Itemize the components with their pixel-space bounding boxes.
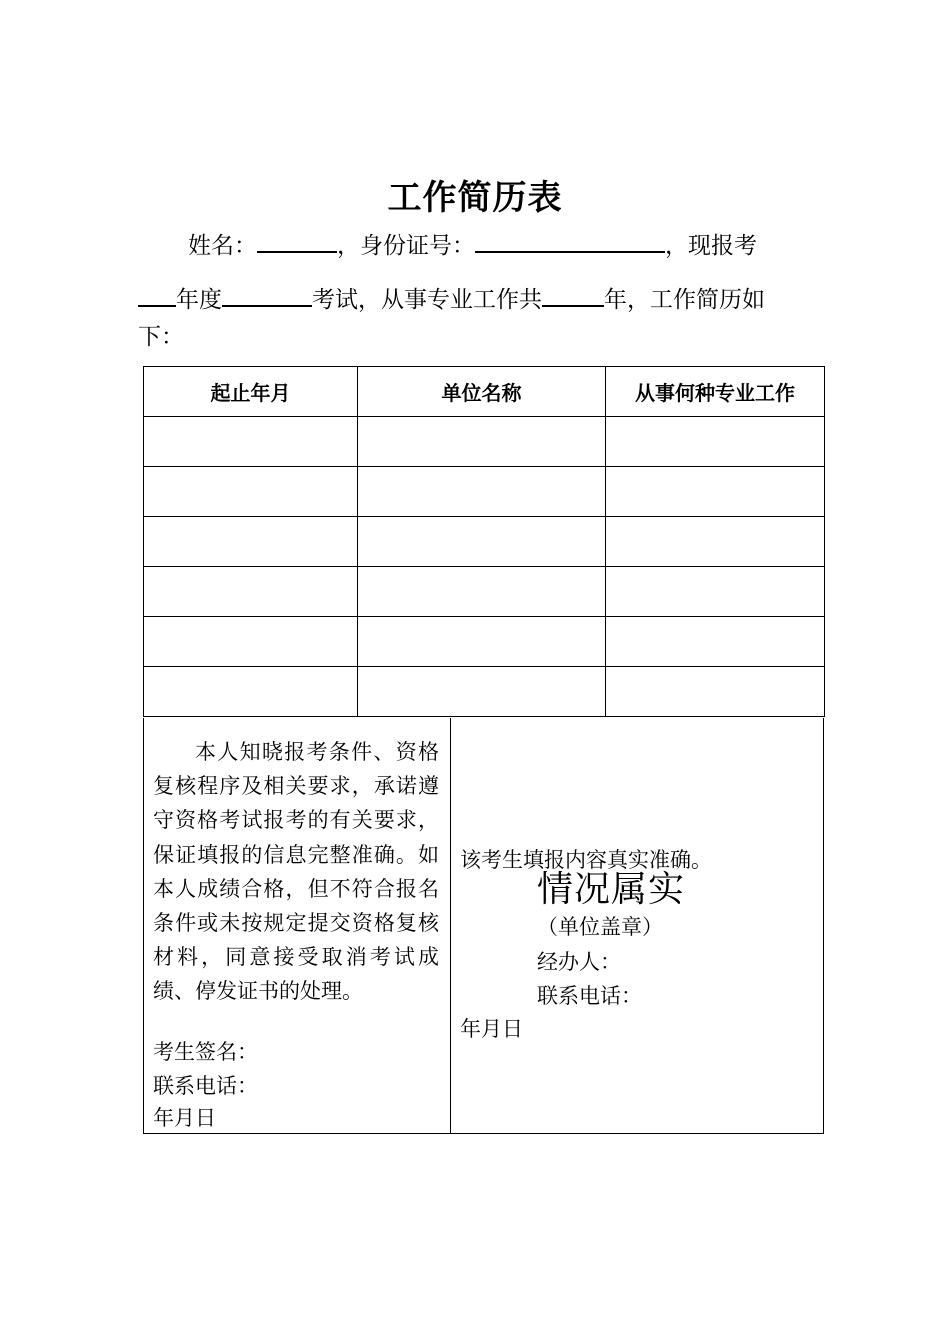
declaration-section (143, 718, 824, 1134)
employer-cell[interactable] (358, 567, 606, 617)
employer-cell[interactable] (358, 667, 606, 717)
section-divider (450, 718, 451, 1133)
employer-phone-label: 联系电话： (537, 984, 642, 1008)
table-row (144, 417, 825, 467)
employer-cell[interactable] (358, 467, 606, 517)
table-row (144, 617, 825, 667)
id-label: ，身份证号： (337, 233, 475, 259)
work-years-field[interactable] (542, 281, 604, 307)
id-number-field[interactable] (475, 227, 665, 253)
apply-label: ，现报考 (665, 233, 757, 259)
exam-label: 考试，从事专业工作共 (312, 287, 542, 313)
table-header-row (144, 367, 825, 417)
period-cell[interactable] (144, 617, 358, 667)
period-cell[interactable] (144, 667, 358, 717)
name-field[interactable] (257, 227, 337, 253)
seal-label: （单位盖章） (537, 915, 663, 939)
candidate-date-label: 年月日 (153, 1106, 216, 1130)
specialty-cell[interactable] (606, 417, 825, 467)
candidate-pledge: 本人知晓报考条件、资格复核程序及相关要求，承诺遵守资格考试报考的有关要求，保证填报的信息完整准确。如本人成绩合格，但不符合报名条件或未按规定提交资格复核材料，同意接受取消考试成绩、停发证书的处理。 (153, 740, 439, 1004)
verified-stamp-text: 情况属实 (537, 869, 686, 910)
form-title: 工作简历表 (387, 178, 563, 218)
specialty-cell[interactable] (606, 467, 825, 517)
header-period: 起止年月 (144, 367, 358, 417)
intro-line-2 (138, 281, 765, 316)
handler-label: 经办人： (537, 950, 621, 974)
period-cell[interactable] (144, 417, 358, 467)
table-row (144, 517, 825, 567)
candidate-phone-label: 联系电话： (153, 1074, 258, 1098)
period-cell[interactable] (144, 467, 358, 517)
employer-cell[interactable] (358, 517, 606, 567)
candidate-signature-label: 考生签名： (153, 1040, 258, 1064)
specialty-cell[interactable] (606, 517, 825, 567)
table-row (144, 667, 825, 717)
header-specialty: 从事何种专业工作 (606, 367, 825, 417)
table-row (144, 567, 825, 617)
years-label: 年，工作简历如 (604, 287, 765, 313)
exam-name-field[interactable] (222, 281, 312, 307)
employer-verification-text: 该考生填报内容真实准确。 (460, 848, 712, 872)
specialty-cell[interactable] (606, 667, 825, 717)
specialty-cell[interactable] (606, 617, 825, 667)
name-label: 姓名： (188, 233, 257, 259)
employer-cell[interactable] (358, 617, 606, 667)
work-history-table (143, 366, 825, 717)
intro-line-1 (188, 227, 757, 262)
year-field[interactable] (138, 281, 176, 307)
employer-cell[interactable] (358, 417, 606, 467)
period-cell[interactable] (144, 517, 358, 567)
intro-line-3: 下： (138, 324, 184, 350)
employer-date-label: 年月日 (460, 1017, 523, 1041)
header-employer: 单位名称 (358, 367, 606, 417)
table-row (144, 467, 825, 517)
year-label: 年度 (176, 287, 222, 313)
specialty-cell[interactable] (606, 567, 825, 617)
period-cell[interactable] (144, 567, 358, 617)
